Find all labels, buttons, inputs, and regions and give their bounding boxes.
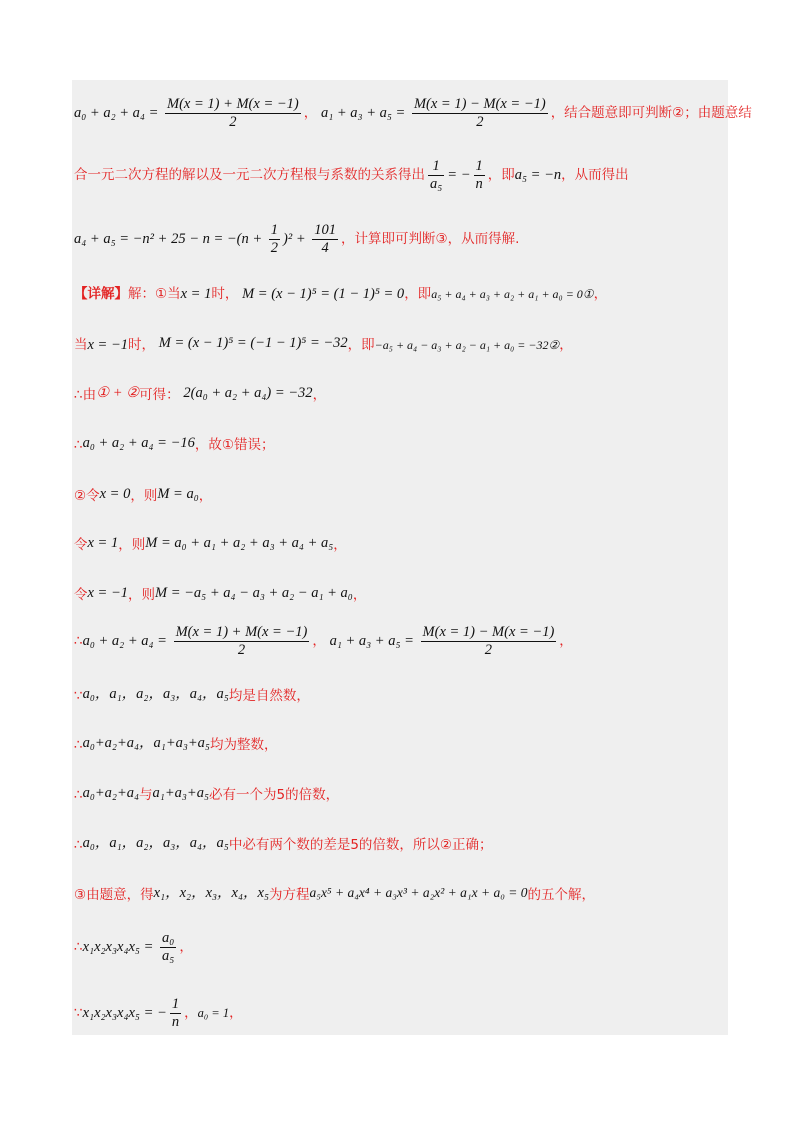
- math-expression: M = a₀ + a₁ + a₂ + a₃ + a₄ + a₅: [145, 535, 334, 551]
- punctuation: ，: [333, 537, 347, 553]
- math-expression: x = −1: [87, 585, 129, 601]
- math-expression: a₅ + a₄ + a₃ + a₂ + a₁ + a₀ = 0①: [431, 287, 594, 301]
- denominator: n: [171, 1014, 180, 1030]
- math-expression: a₀ + a₂ + a₄ = −16: [82, 435, 195, 451]
- numerator: M(x = 1) + M(x = −1): [166, 96, 299, 112]
- solution-text: ∴: [74, 437, 83, 453]
- math-expression: x = 0: [99, 486, 131, 502]
- solution-text: 均为整数，: [209, 737, 278, 753]
- line-6: [74, 383, 326, 404]
- fraction: [165, 96, 301, 131]
- punctuation: ，: [352, 587, 367, 603]
- solution-text: 可得：: [139, 387, 180, 403]
- fraction: [174, 624, 310, 659]
- math-expression: x = 1: [180, 286, 212, 302]
- denominator: a₅: [430, 176, 443, 192]
- math-expression: x = 1: [87, 535, 119, 551]
- line-17: [74, 930, 193, 965]
- denominator: 2: [237, 642, 246, 658]
- numerator: 1: [428, 158, 444, 176]
- analysis-text: ，计算即可判断③，从而得解.: [341, 230, 520, 247]
- line-9: [74, 533, 347, 554]
- math-expression: a₀，a₁，a₂，a₃，a₄，a₅: [82, 835, 229, 851]
- punctuation: ，: [312, 387, 327, 403]
- denominator: 2: [270, 240, 279, 256]
- solution-text: ，则: [130, 488, 158, 504]
- solution-text: ，则: [128, 587, 156, 603]
- detail-label: 【详解】: [74, 286, 128, 302]
- math-expression: a₄ + a₅ = −n² + 25 − n = −(n +: [74, 230, 266, 247]
- math-expression: M = (x − 1)⁵ = (1 − 1)⁵ = 0: [242, 286, 405, 302]
- punctuation: ，: [184, 1004, 198, 1021]
- numerator: 1: [171, 996, 180, 1012]
- line-12: [74, 684, 310, 705]
- punctuation: ，: [312, 632, 326, 649]
- solution-text: ∴: [74, 938, 83, 955]
- denominator: 4: [321, 240, 329, 256]
- solution-text: 当: [74, 337, 88, 353]
- line-10: [74, 583, 366, 604]
- solution-text: ，即: [347, 337, 375, 353]
- line-18: [74, 996, 243, 1031]
- line-3: [74, 222, 519, 257]
- solution-text: ∴: [74, 787, 83, 803]
- math-expression: x₁，x₂，x₃，x₄，x₅: [153, 885, 269, 901]
- line-8: [74, 484, 212, 505]
- math-expression: x = −1: [87, 337, 129, 353]
- numerator: M(x = 1) − M(x = −1): [422, 624, 555, 640]
- solution-text: 时，: [211, 286, 239, 302]
- line-4: [74, 282, 607, 303]
- solution-text: ∵: [74, 688, 83, 704]
- math-expression: a₀ + a₂ + a₄ =: [74, 104, 162, 121]
- math-expression: a₀ = 1: [197, 1005, 230, 1020]
- denominator: a₅: [162, 948, 175, 964]
- line-7: [74, 433, 274, 454]
- math-expression: a₀+a₂+a₄，a₁+a₃+a₅: [82, 735, 210, 751]
- math-expression: x₁x₂x₃x₄x₅ =: [82, 938, 158, 955]
- solution-text: ，故①错误；: [194, 437, 275, 453]
- line-16: [74, 883, 595, 904]
- numerator: 1: [475, 158, 483, 174]
- solution-text: 令: [74, 537, 88, 553]
- math-expression: −a₅ + a₄ − a₃ + a₂ − a₁ + a₀ = −32②: [374, 338, 560, 352]
- solution-text: 令: [74, 587, 88, 603]
- solution-text: 解：①当: [128, 286, 181, 302]
- solution-text: 必有一个为5的倍数，: [209, 787, 340, 803]
- line-2: [74, 158, 629, 193]
- numerator: a₀: [162, 930, 175, 946]
- line-5: [74, 333, 573, 354]
- solution-text: 与: [139, 787, 153, 803]
- line-15: [74, 833, 493, 854]
- fraction: [312, 222, 338, 257]
- math-expression: a₅ = −n: [514, 166, 562, 183]
- fraction: [170, 996, 181, 1031]
- solution-text: ∴由: [74, 387, 97, 403]
- denominator: 2: [484, 642, 493, 658]
- math-expression: M = a₀: [157, 486, 199, 502]
- math-expression: a₀ + a₂ + a₄ =: [82, 632, 171, 649]
- solution-text: 均是自然数，: [228, 688, 310, 704]
- solution-text: 中必有两个数的差是5的倍数，所以②正确；: [228, 837, 493, 853]
- fraction: [428, 158, 444, 193]
- solution-text: 为方程: [269, 887, 310, 903]
- fraction: [269, 222, 280, 257]
- math-expression: x₁x₂x₃x₄x₅ = −: [82, 1004, 167, 1021]
- line-13: [74, 733, 277, 754]
- numerator: M(x = 1) + M(x = −1): [175, 624, 308, 640]
- solution-text: ∴: [74, 837, 83, 853]
- punctuation: ，: [179, 938, 193, 955]
- math-expression: a₁ + a₃ + a₅ =: [320, 104, 409, 121]
- solution-text: ，则: [118, 537, 146, 553]
- math-expression: M = −a₅ + a₄ − a₃ + a₂ − a₁ + a₀: [155, 585, 353, 601]
- math-expression: a₅x⁵ + a₄x⁴ + a₃x³ + a₂x² + a₁x + a₀ = 0: [309, 885, 528, 900]
- punctuation: ，: [303, 104, 318, 121]
- analysis-text: ，即: [487, 166, 515, 183]
- solution-text: ②令: [74, 488, 100, 504]
- line-11: [74, 624, 573, 659]
- fraction: [160, 930, 176, 965]
- analysis-text: ，结合题意即可判断②；由题意结: [550, 104, 752, 121]
- fraction: [412, 96, 548, 131]
- punctuation: ，: [198, 488, 213, 504]
- math-expression: ① + ②: [96, 385, 140, 401]
- solution-text: 的五个解，: [527, 887, 596, 903]
- fraction: [421, 624, 557, 659]
- punctuation: ，: [593, 286, 608, 302]
- solution-text: ③由题意，得: [74, 887, 154, 903]
- analysis-text: ，从而得出: [561, 166, 629, 183]
- line-14: [74, 783, 339, 804]
- math-expression: a₀，a₁，a₂，a₃，a₄，a₅: [82, 686, 229, 702]
- math-expression: a₁ + a₃ + a₅ =: [329, 632, 418, 649]
- solution-text: ∴: [74, 737, 83, 753]
- math-expression: )² +: [283, 230, 310, 247]
- punctuation: ，: [559, 337, 573, 353]
- math-expression: 2(a₀ + a₂ + a₄) = −32: [183, 385, 313, 401]
- math-expression: a₀+a₂+a₄: [82, 785, 140, 801]
- line-1: [74, 96, 752, 131]
- punctuation: ，: [229, 1004, 243, 1021]
- solution-text: ∴: [74, 632, 83, 649]
- punctuation: ，: [559, 632, 573, 649]
- math-expression: a₁+a₃+a₅: [152, 785, 209, 801]
- numerator: 101: [314, 222, 337, 238]
- solution-text: ∵: [74, 1004, 83, 1021]
- fraction: [474, 158, 485, 193]
- math-expression: M = (x − 1)⁵ = (−1 − 1)⁵ = −32: [158, 335, 348, 351]
- numerator: 1: [270, 222, 279, 238]
- numerator: M(x = 1) − M(x = −1): [413, 96, 546, 112]
- math-expression: = −: [447, 166, 471, 183]
- denominator: 2: [476, 114, 484, 130]
- solution-text: 时，: [128, 337, 156, 353]
- denominator: n: [475, 176, 483, 192]
- denominator: 2: [229, 114, 237, 130]
- analysis-text: 合一元二次方程的解以及一元二次方程根与系数的关系得出: [74, 166, 425, 183]
- solution-text: ，即: [404, 286, 432, 302]
